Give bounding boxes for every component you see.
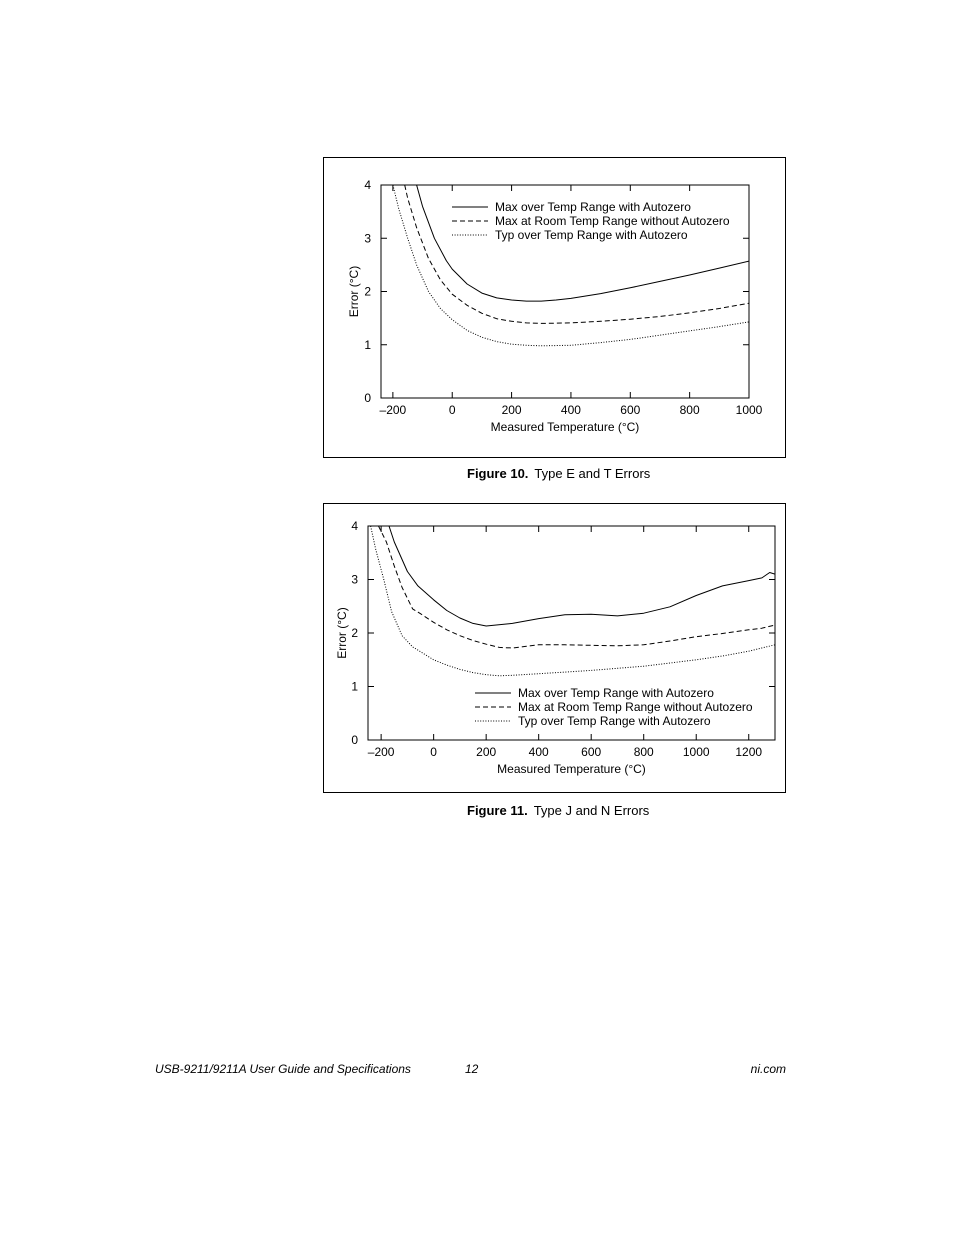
legend-label: Max at Room Temp Range without Autozero (518, 700, 753, 714)
y-axis-label: Error (°C) (347, 265, 361, 318)
x-tick-label: –200 (367, 745, 395, 759)
y-tick-label: 4 (364, 178, 371, 192)
y-tick-label: 1 (364, 337, 371, 352)
figure-11-number: Figure 11. (467, 803, 528, 818)
x-tick-label: 1000 (682, 745, 710, 759)
x-tick-label: 0 (430, 745, 437, 759)
y-tick-label: 2 (351, 626, 358, 640)
figure-10-title: Type E and T Errors (534, 466, 651, 481)
legend-label: Max at Room Temp Range without Autozero (495, 214, 730, 228)
y-tick-label: 3 (351, 572, 358, 587)
x-axis-label: Measured Temperature (°C) (497, 762, 646, 776)
x-tick-label: 600 (620, 403, 641, 417)
footer-website: ni.com (750, 1062, 786, 1076)
legend-label: Max over Temp Range with Autozero (495, 200, 691, 214)
legend-label: Max over Temp Range with Autozero (518, 686, 714, 700)
chart-type-j-n-errors (324, 504, 787, 794)
figure-10-number: Figure 10. (467, 466, 529, 481)
series-line-dotted (371, 526, 775, 676)
x-tick-label: 800 (633, 745, 654, 759)
x-tick-label: –200 (379, 403, 407, 417)
y-axis-label: Error (°C) (335, 607, 349, 659)
footer-document-title: USB-9211/9211A User Guide and Specifications (155, 1062, 411, 1076)
x-tick-label: 200 (476, 745, 497, 759)
y-tick-label: 0 (351, 733, 358, 747)
y-tick-label: 4 (351, 519, 358, 533)
x-tick-label: 1000 (735, 403, 763, 417)
footer-page-number: 12 (465, 1062, 479, 1076)
y-tick-label: 0 (364, 391, 371, 405)
legend-label: Typ over Temp Range with Autozero (518, 714, 711, 728)
figure-11-frame (323, 503, 786, 793)
y-tick-label: 3 (364, 231, 371, 246)
figure-11-title: Type J and N Errors (533, 803, 650, 818)
x-tick-label: 1200 (735, 745, 763, 759)
figure-11-caption (467, 803, 649, 818)
series-line-dashed (379, 526, 776, 648)
series-line-solid (389, 526, 775, 626)
x-tick-label: 400 (560, 403, 581, 417)
x-tick-label: 600 (581, 745, 602, 759)
y-tick-label: 1 (351, 679, 358, 694)
legend-label: Typ over Temp Range with Autozero (495, 228, 688, 242)
x-tick-label: 800 (679, 403, 700, 417)
chart-type-e-t-errors (324, 158, 787, 459)
x-tick-label: 200 (501, 403, 522, 417)
figure-10-frame (323, 157, 786, 458)
y-tick-label: 2 (364, 284, 371, 299)
figure-10-caption (467, 466, 650, 481)
x-tick-label: 0 (448, 403, 456, 417)
x-axis-label: Measured Temperature (°C) (490, 420, 640, 434)
x-tick-label: 400 (528, 745, 549, 759)
